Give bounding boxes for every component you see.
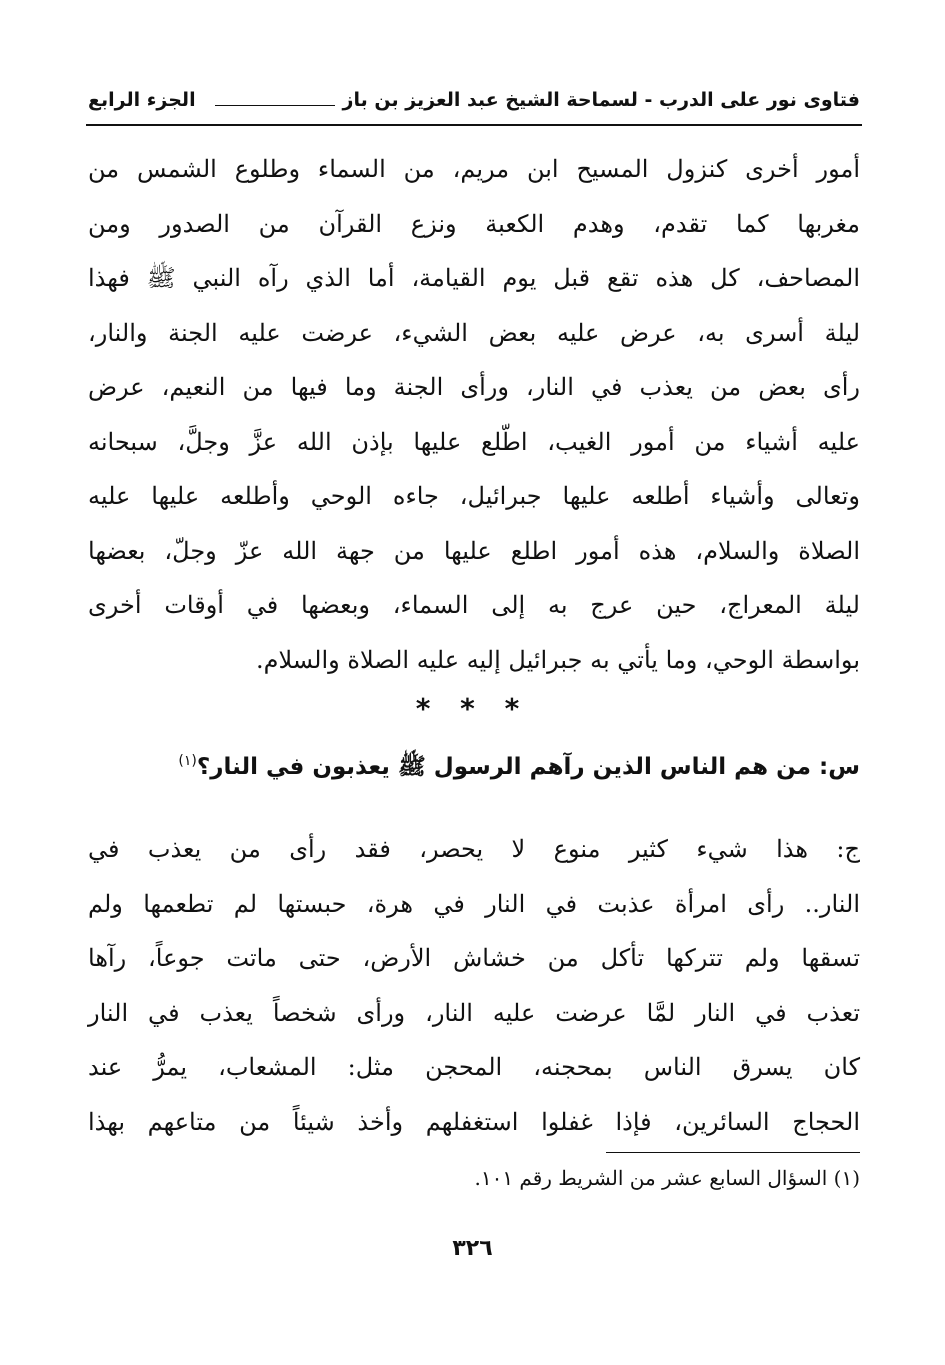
- paragraph-line: ج: هذا شيء كثير منوع لا يحصر، فقد رأى من يعذب في: [88, 835, 860, 863]
- paragraph-line: تسقها ولم تتركها تأكل من خشاش الأرض، حتى ماتت جوعاً، رآها: [88, 944, 860, 972]
- footnote: (١) السؤال السابع عشر من الشريط رقم ١٠١.: [474, 1166, 860, 1190]
- paragraph-line: الحجاج السائرين، فإذا غفلوا استغفلهم وأخذ شيئاً من متاعهم بهذا: [88, 1107, 860, 1136]
- paragraph-1: [88, 142, 860, 687]
- paragraph-line: ليلة أسرى به، عرض عليه بعض الشيء، عرضت عليه الجنة والنار،: [88, 318, 861, 347]
- paragraph-line: أمور أخرى كنزول المسيح ابن مريم، من السماء وطلوع الشمس من: [88, 155, 860, 183]
- paragraph-line: رأى بعض من يعذب في النار، ورأى الجنة وما فيها من النعيم، عرض: [88, 373, 860, 401]
- paragraph-line: بواسطة الوحي، وما يأتي به جبرائيل إليه عليه الصلاة والسلام.: [255, 645, 860, 674]
- paragraph-line: المصاحف، كل هذه تقع قبل يوم القيامة، أما الذي رآه النبي ﷺ فهذا: [88, 264, 860, 292]
- header-book-title: فتاوى نور على الدرب - لسماحة الشيخ عبد العزيز بن باز: [342, 89, 860, 111]
- question-text: س: من هم الناس الذين رآهم الرسول ﷺ يعذبون في النار؟: [196, 754, 860, 780]
- running-header: [88, 80, 860, 120]
- paragraph-line: كان يسرق الناس بمحجنه، المحجن مثل: المشعاب، يمرُّ عند: [88, 1053, 860, 1081]
- header-title-group: [215, 89, 860, 111]
- section-separator: * * *: [415, 692, 530, 725]
- paragraph-line: النار.. رأى امرأة عذبت في النار في هرة، حبستها لم تطعمها ولم: [88, 889, 860, 918]
- paragraph-line: مغربها كما تقدم، وهدم الكعبة ونزع القرآن من الصدور ومن: [88, 209, 860, 238]
- footnote-rule: [606, 1152, 860, 1153]
- footnote-marker: (١): [178, 753, 197, 769]
- paragraph-line: الصلاة والسلام، هذه أمور اطلع عليها من جهة الله عزّ وجلّ، بعضها: [88, 536, 860, 565]
- header-rule: [86, 124, 862, 126]
- header-part: الجزء الرابع: [88, 89, 196, 111]
- header-dash: [215, 105, 335, 106]
- paragraph-line: ليلة المعراج، حين عرج به إلى السماء، وبعضها في أوقات أخرى: [88, 591, 860, 619]
- paragraph-2: [88, 822, 860, 1149]
- paragraph-line: عليه أشياء من أمور الغيب، اطّلع عليها بإذن الله عزَّ وجلَّ، سبحانه: [88, 427, 860, 456]
- paragraph-line: تعذب في النار لمَّا عرضت عليه النار، ورأى شخصاً يعذب في النار: [88, 998, 860, 1027]
- paragraph-line: وتعالى وأشياء أطلعه عليها جبرائيل، جاءه الوحي وأطلعه عليها عليه: [88, 482, 860, 510]
- page-number: ٣٢٦: [452, 1236, 493, 1261]
- question-heading: [88, 742, 860, 792]
